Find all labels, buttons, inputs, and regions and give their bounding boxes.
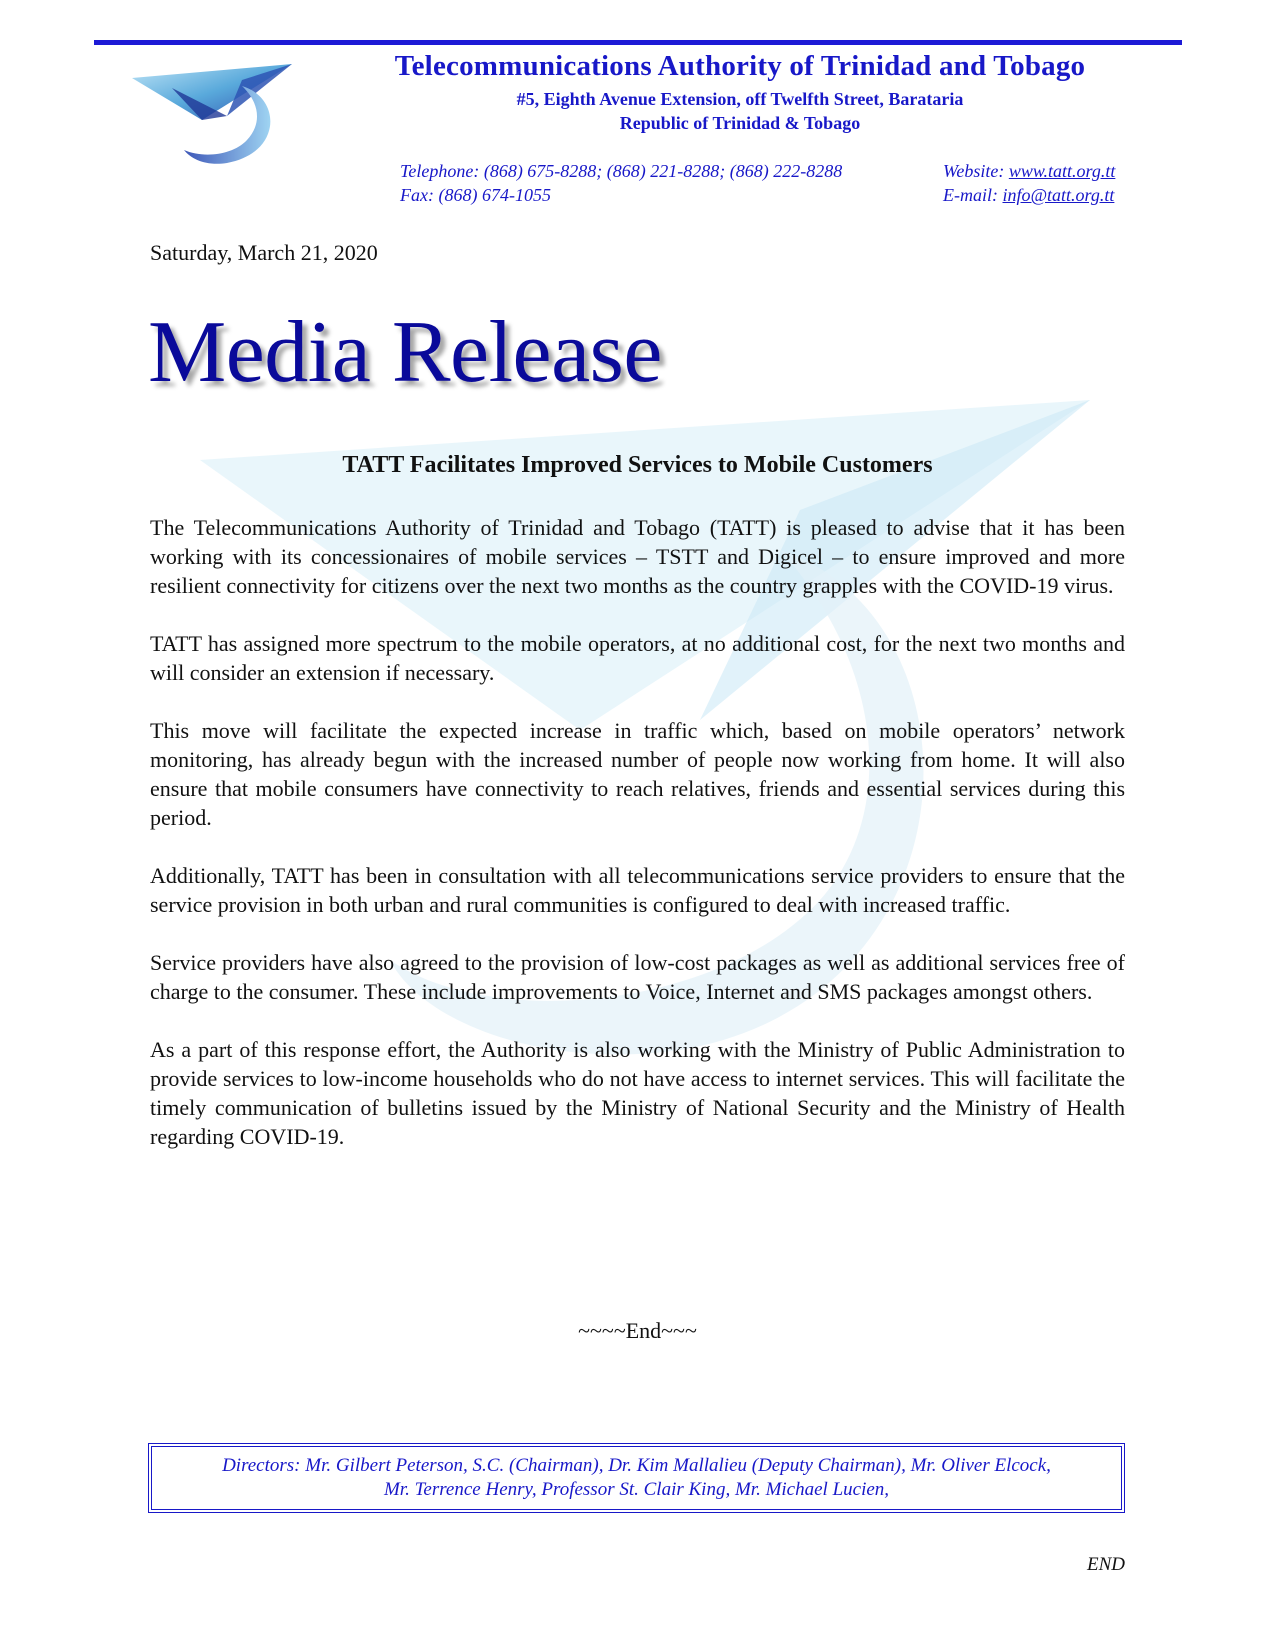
- media-release-title: Media Release: [148, 304, 662, 401]
- release-body: [150, 513, 1125, 1180]
- email-label: E-mail:: [943, 185, 1003, 205]
- body-paragraph: TATT has assigned more spectrum to the mobile operators, at no additional cost, for the next two months and will consider an extension if necessary.: [150, 631, 1125, 685]
- directors-line-2: Mr. Terrence Henry, Professor St. Clair King, Mr. Michael Lucien,: [383, 1479, 890, 1500]
- address-line-2: Republic of Trinidad & Tobago: [619, 113, 861, 133]
- address-line-1: #5, Eighth Avenue Extension, off Twelfth Street, Barataria: [516, 89, 964, 109]
- body-paragraph: Service providers have also agreed to the provision of low-cost packages as well as additional services free of charge to the consumer. These include improvements to Voice, Internet and SMS packages amongst others.: [150, 950, 1125, 1004]
- body-paragraph: The Telecommunications Authority of Trinidad and Tobago (TATT) is pleased to advise that it has been working with its concessionaires of mobile services – TSTT and Digicel – to ensure improved and more resilient connectivity for citizens over the next two months as the country grapples with the COVID-19 virus.: [150, 515, 1125, 598]
- website-label: Website:: [943, 161, 1009, 181]
- body-paragraph: As a part of this response effort, the Authority is also working with the Ministry of Public Administration to provide services to low-income households who do not have access to internet services. This will facilitate the timely communication of bulletins issued by the Ministry of National Security and the Ministry of Health regarding COVID-19.: [150, 1037, 1125, 1149]
- email-line: [943, 185, 1114, 206]
- email-link[interactable]: info@tatt.org.tt: [1002, 185, 1115, 205]
- directors-line-1: Directors: Mr. Gilbert Peterson, S.C. (Chairman), Dr. Kim Mallalieu (Deputy Chairman), Mr. Oliver Elcock,: [222, 1455, 1051, 1476]
- website-link[interactable]: www.tatt.org.tt: [1008, 161, 1116, 181]
- body-paragraph: This move will facilitate the expected increase in traffic which, based on mobile operators’ network monitoring, has already begun with the increased number of people now working from home. It will also ensure that mobile consumers have connectivity to reach relatives, friends and essential services during this period.: [150, 718, 1125, 830]
- website-line: [943, 161, 1115, 182]
- fax-number: Fax: (868) 674-1055: [400, 185, 551, 205]
- release-headline: TATT Facilitates Improved Services to Mobile Customers: [342, 452, 933, 478]
- tatt-logo: [132, 58, 317, 173]
- organization-name: Telecommunications Authority of Trinidad and Tobago: [394, 50, 1086, 82]
- directors-box: [148, 1443, 1125, 1513]
- telephone-numbers: Telephone: (868) 675-8288; (868) 221-8288; (868) 222-8288: [400, 161, 843, 181]
- release-date: Saturday, March 21, 2020: [150, 240, 378, 265]
- end-marker: ~~~~End~~~: [578, 1318, 697, 1343]
- body-paragraph: Additionally, TATT has been in consultation with all telecommunications service providers to ensure that the service provision in both urban and rural communities is configured to deal with increased traffic.: [150, 863, 1125, 917]
- footer-end-label: END: [1087, 1554, 1125, 1575]
- header-top-rule: [94, 40, 1182, 45]
